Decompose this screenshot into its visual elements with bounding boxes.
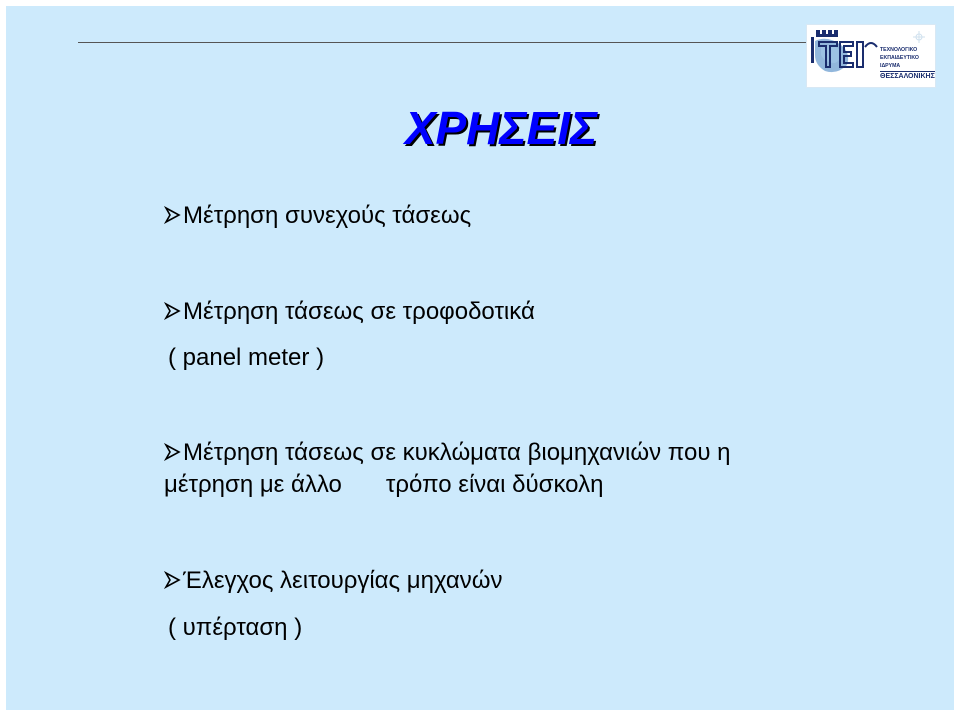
institution-logo [806,24,936,88]
bullet-item-2-subline: ( panel meter ) [168,344,325,371]
arrowhead-bullet-icon [164,442,182,462]
bullet-item-3-text: Μέτρηση τάσεως σε κυκλώματα βιομηχανιών που η [183,439,731,466]
header-rule [78,42,808,43]
arrowhead-bullet-icon [164,301,182,321]
slide [6,6,954,710]
logo-line-2: ΕΚΠΑΙΔΕΥΤΙΚΟ [880,55,919,61]
bullet-item-1 [164,202,471,230]
logo-line-1: ΤΕΧΝΟΛΟΓΙΚΟ [880,47,918,53]
slide-title: ΧΡΗΣΕΙΣ [404,102,598,154]
logo-line-4: ΘΕΣΣΑΛΟΝΙΚΗΣ [880,73,935,80]
bullet-item-4-text: Έλεγχος λειτουργίας μηχανών [183,567,503,594]
bullet-item-3-sub-b: τρόπο είναι δύσκολη [385,471,604,498]
bullet-item-3 [164,439,731,467]
logo-text [880,46,936,81]
logo-line-3: ΙΔΡΥΜΑ [880,63,901,69]
bullet-item-2 [164,298,535,326]
bullet-item-4 [164,567,503,595]
bullet-item-1-text: Μέτρηση συνεχούς τάσεως [183,202,472,229]
bullet-item-3-sub-a: μέτρηση με άλλο [164,471,342,498]
bullet-item-4-subline: ( υπέρταση ) [168,614,303,641]
bullet-item-3-subline [164,471,603,499]
bullet-item-2-text: Μέτρηση τάσεως σε τροφοδοτικά [183,298,535,325]
arrowhead-bullet-icon [164,570,182,590]
arrowhead-bullet-icon [164,205,182,225]
